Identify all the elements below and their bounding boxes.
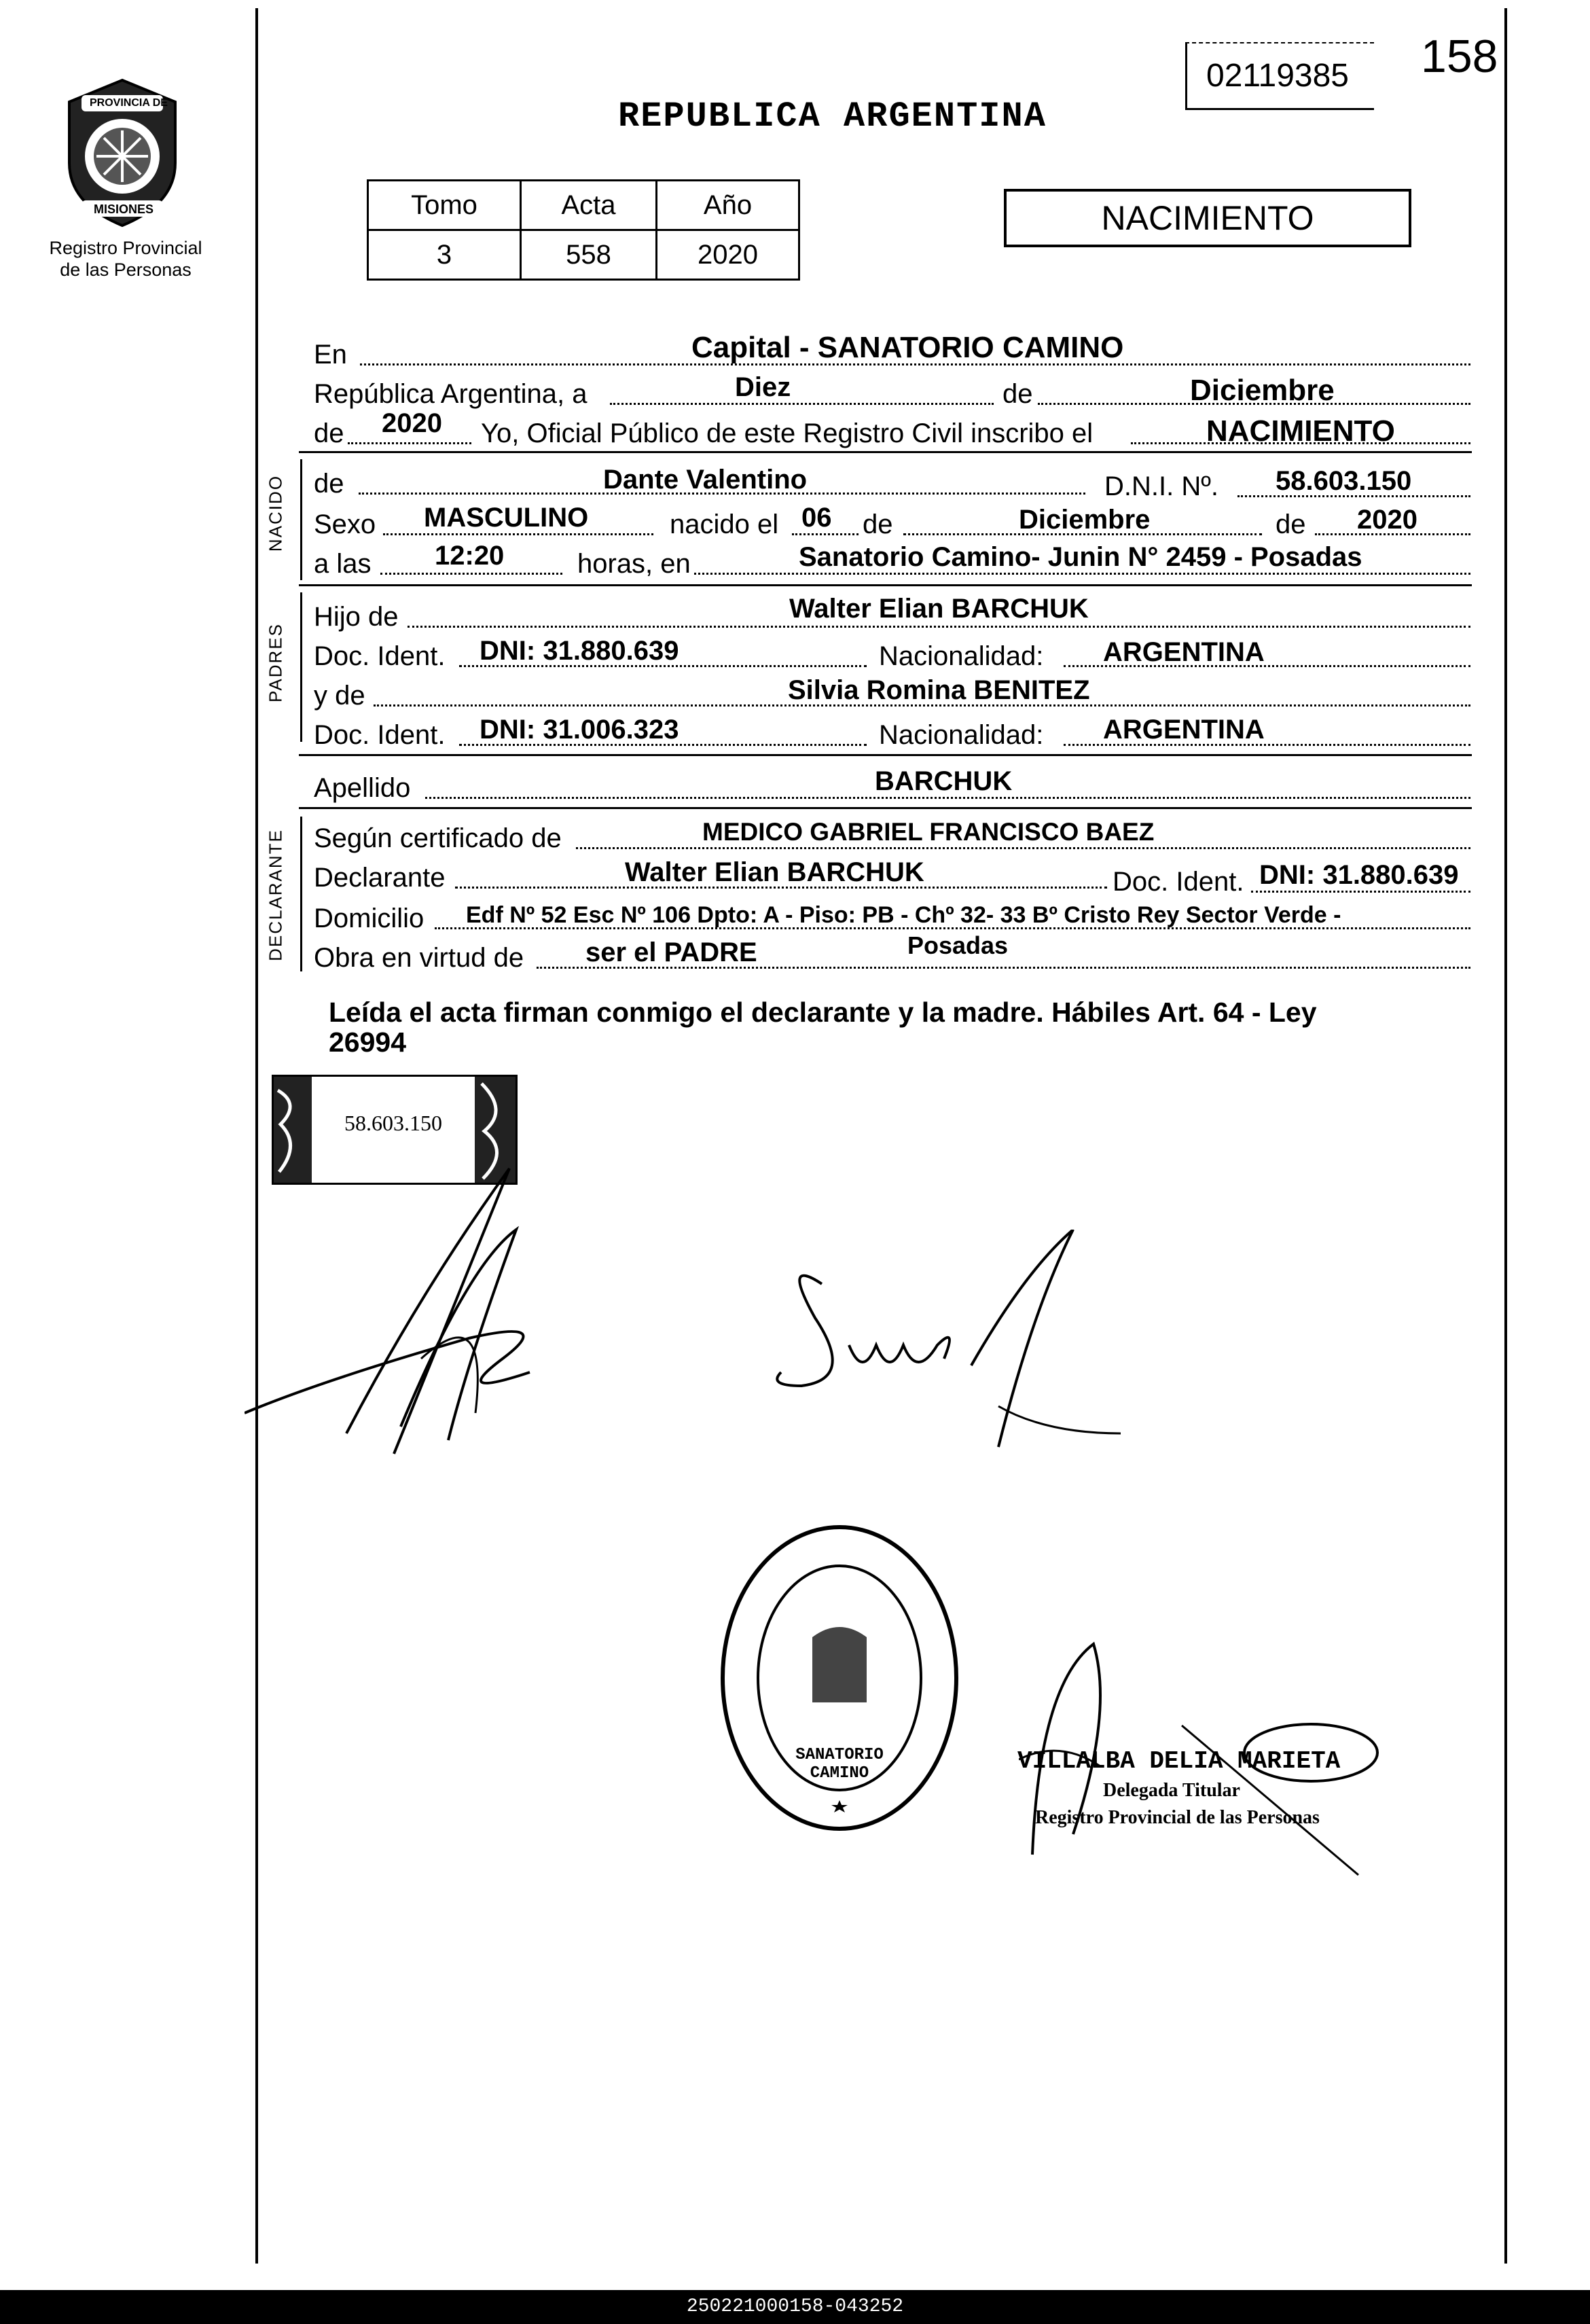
label-a-las: a las — [314, 549, 372, 579]
label-segun-certificado: Según certificado de — [314, 823, 562, 853]
label-nacionalidad-1: Nacionalidad: — [879, 641, 1044, 671]
value-birth-place: Sanatorio Camino- Junin N° 2459 - Posadas — [799, 542, 1362, 572]
label-de-year: de — [314, 418, 344, 448]
province-logo — [54, 75, 190, 231]
divider-apellido — [299, 807, 1472, 809]
dots-year — [348, 442, 471, 444]
registry-header-tomo: Tomo — [368, 181, 521, 230]
agency-name-line2: de las Personas — [60, 260, 192, 280]
label-obra-en-virtud: Obra en virtud de — [314, 943, 524, 973]
serial-number-box — [1185, 42, 1374, 110]
value-birth-day: 06 — [801, 503, 832, 533]
registry-header-acta: Acta — [521, 181, 657, 230]
value-declarant: Walter Elian BARCHUK — [625, 857, 924, 887]
document-title: REPUBLICA ARGENTINA — [618, 96, 1047, 137]
dots-father — [408, 626, 1470, 628]
logo-top-text: PROVINCIA DE — [90, 97, 168, 109]
section-label-declarante: DECLARANTE — [265, 829, 286, 961]
label-republica: República Argentina, a — [314, 379, 588, 409]
registry-value-acta: 558 — [521, 230, 657, 280]
label-nacionalidad-2: Nacionalidad: — [879, 720, 1044, 750]
left-margin-rule — [255, 8, 258, 2264]
value-name: Dante Valentino — [603, 465, 808, 495]
label-doc-ident-2: Doc. Ident. — [314, 720, 446, 750]
value-year: 2020 — [382, 408, 442, 438]
value-act: NACIMIENTO — [1206, 414, 1395, 448]
label-y-de: y de — [314, 681, 365, 711]
logo-bottom-text: MISIONES — [94, 202, 154, 216]
fingerprint-dni: 58.603.150 — [344, 1111, 442, 1135]
signature-declarant — [245, 1155, 761, 1481]
closing-text-line1: Leída el acta firman conmigo el declarante y la madre. Hábiles Art. 64 - Ley — [329, 997, 1317, 1028]
right-margin-rule — [1504, 8, 1507, 2264]
footer-bar — [0, 2290, 1590, 2324]
official-seal — [717, 1522, 962, 1834]
value-surname: BARCHUK — [875, 766, 1013, 796]
section-label-padres: PADRES — [265, 623, 286, 702]
label-de-birth-year: de — [1276, 510, 1306, 539]
padres-bracket — [300, 592, 302, 742]
official-agency: Registro Provincial de las Personas — [1035, 1807, 1320, 1828]
registry-table — [367, 179, 800, 281]
label-de-birth-month: de — [863, 510, 893, 539]
value-capacity: ser el PADRE — [585, 937, 757, 967]
page-number: 158 — [1421, 31, 1498, 82]
signature-mother — [740, 1230, 1134, 1474]
dots-certificate — [576, 847, 1470, 849]
section-label-nacido: NACIDO — [265, 474, 286, 552]
value-father: Walter Elian BARCHUK — [789, 594, 1089, 624]
value-sex: MASCULINO — [424, 503, 589, 533]
registry-value-anio: 2020 — [657, 230, 799, 280]
dots-birth-day — [792, 533, 859, 535]
value-mother: Silvia Romina BENITEZ — [788, 675, 1090, 705]
label-de-name: de — [314, 469, 344, 499]
label-en: En — [314, 340, 347, 370]
dots-sex — [383, 533, 653, 535]
closing-text-line2: 26994 — [329, 1026, 407, 1058]
dots-declarant-doc — [1251, 891, 1470, 893]
registry-header-anio: Año — [657, 181, 799, 230]
divider-padres — [299, 754, 1472, 756]
dots-surname — [425, 797, 1470, 799]
value-day: Diez — [735, 372, 791, 402]
value-birth-month: Diciembre — [1019, 505, 1151, 535]
value-month: Diciembre — [1190, 374, 1335, 407]
label-yo-oficial: Yo, Oficial Público de este Registro Civil inscribo el — [481, 418, 1094, 448]
dots-day — [610, 403, 994, 405]
value-mother-nationality: ARGENTINA — [1103, 715, 1265, 745]
declarante-bracket — [300, 817, 302, 971]
official-name: VILLALBA DELIA MARIETA — [1017, 1747, 1341, 1775]
divider-general — [299, 451, 1472, 453]
label-domicilio: Domicilio — [314, 904, 424, 933]
value-dni: 58.603.150 — [1276, 466, 1412, 496]
value-place: Capital - SANATORIO CAMINO — [691, 331, 1124, 364]
act-type-label: NACIMIENTO — [1101, 199, 1314, 237]
label-nacido-el: nacido el — [670, 510, 779, 539]
label-horas-en: horas, en — [577, 549, 691, 579]
label-hijo-de: Hijo de — [314, 602, 399, 632]
dots-time — [380, 573, 562, 575]
label-doc-ident-3: Doc. Ident. — [1113, 867, 1244, 897]
label-de-month: de — [1002, 379, 1033, 409]
label-sexo: Sexo — [314, 510, 376, 539]
label-apellido: Apellido — [314, 773, 411, 803]
label-declarante: Declarante — [314, 863, 446, 893]
value-certificate: MEDICO GABRIEL FRANCISCO BAEZ — [702, 818, 1155, 846]
label-dni: D.N.I. Nº. — [1104, 471, 1218, 501]
divider-nacido — [299, 584, 1472, 586]
value-birth-year: 2020 — [1357, 505, 1417, 535]
value-time: 12:20 — [435, 541, 505, 571]
label-doc-ident-1: Doc. Ident. — [314, 641, 446, 671]
official-role: Delegada Titular — [1103, 1780, 1240, 1801]
value-declarant-doc: DNI: 31.880.639 — [1259, 860, 1459, 890]
value-address-city: Posadas — [907, 931, 1009, 959]
registry-value-tomo: 3 — [368, 230, 521, 280]
footer-code: 250221000158-043252 — [686, 2296, 904, 2317]
nacido-bracket — [300, 459, 302, 580]
seal-inner-text: SANATORIO CAMINO — [795, 1746, 884, 1783]
act-type-box — [1004, 189, 1411, 247]
dots-birth-place — [694, 573, 1470, 575]
value-father-nationality: ARGENTINA — [1103, 637, 1265, 667]
value-address: Edf Nº 52 Esc Nº 106 Dpto: A - Piso: PB - Chº 32- 33 Bº Cristo Rey Sector Verde - — [466, 902, 1341, 928]
value-father-doc: DNI: 31.880.639 — [480, 636, 679, 666]
agency-name-line1: Registro Provincial — [49, 238, 202, 258]
value-mother-doc: DNI: 31.006.323 — [480, 715, 679, 745]
serial-number: 02119385 — [1206, 58, 1349, 94]
